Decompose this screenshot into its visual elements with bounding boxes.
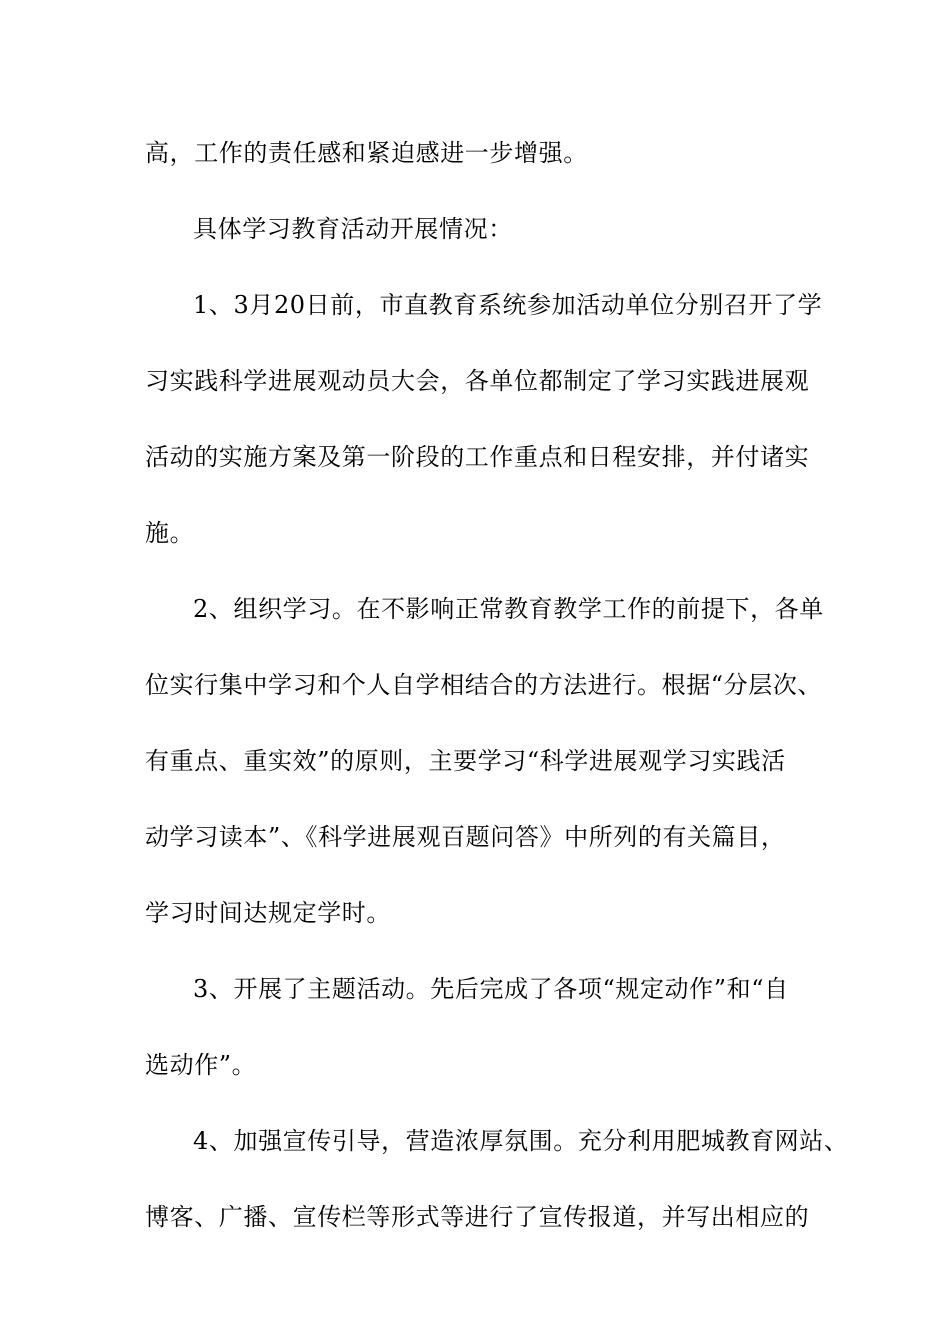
text-line-2: 具体学习教育活动开展情况：: [193, 215, 513, 243]
text-line-14: 4、加强宣传引导，营造浓厚氛围。充分利用肥城教育网站、: [193, 1127, 849, 1155]
text-line-3: 1、3月20日前，市直教育系统参加活动单位分别召开了学: [193, 291, 823, 319]
text-line-7: 2、组织学习。在不影响正常教育教学工作的前提下，各单: [193, 595, 824, 623]
text-line-4: 习实践科学进展观动员大会，各单位都制定了学习实践进展观: [145, 367, 810, 395]
text-line-1: 高，工作的责任感和紧迫感进一步增强。: [145, 139, 588, 167]
text-line-13: 选动作”。: [145, 1051, 257, 1079]
text-line-6: 施。: [145, 519, 195, 547]
text-line-12: 3、开展了主题活动。先后完成了各项“规定动作”和“自: [193, 975, 789, 1003]
text-line-15: 博客、广播、宣传栏等形式等进行了宣传报道，并写出相应的: [145, 1203, 810, 1231]
text-line-8: 位实行集中学习和个人自学相结合的方法进行。根据“分层次、: [145, 671, 823, 699]
text-line-5: 活动的实施方案及第一阶段的工作重点和日程安排，并付诸实: [145, 443, 810, 471]
text-line-9: 有重点、重实效”的原则，主要学习“科学进展观学习实践活: [145, 747, 786, 775]
text-line-10: 动学习读本”、《科学进展观百题问答》中所列的有关篇目，: [145, 823, 786, 851]
text-line-11: 学习时间达规定学时。: [145, 899, 391, 927]
